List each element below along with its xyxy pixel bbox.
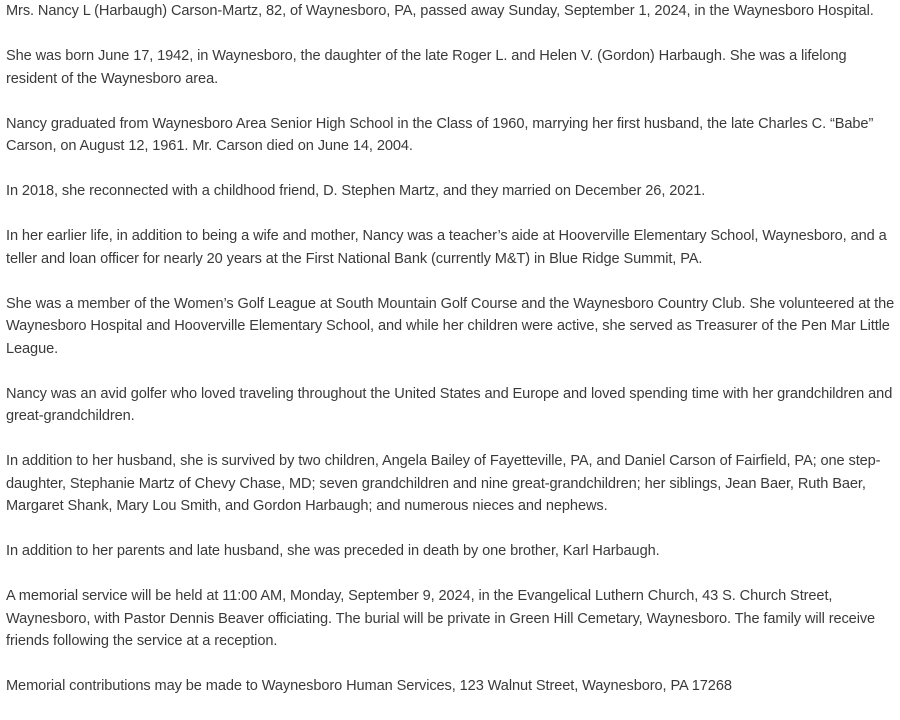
obituary-paragraph-service: A memorial service will be held at 11:00 AM, Monday, September 9, 2024, in the Evangelical Luthern Church, 43 S. Church Street, Waynesboro, with Pastor Dennis Beaver officiating. The burial will be private in Green Hill Cemetary, Waynesboro. The family will receive friends following the service at a reception.: [6, 588, 876, 649]
obituary-paragraph-survivors: In addition to her husband, she is survived by two children, Angela Bailey of Fayetteville, PA, and Daniel Carson of Fairfield, PA; one step-daughter, Stephanie Martz of Chevy Chase, MD; seven grandchildren and nine great-grandchildren; her siblings, Jean Baer, Ruth Baer, Margaret Shank, Mary Lou Smith, and Gordon Harbaugh; and numerous nieces and nephews.: [6, 453, 881, 514]
obituary-paragraph-hobbies: Nancy was an avid golfer who loved traveling throughout the United States and Europe and loved spending time with her grandchildren and great-grandchildren.: [6, 385, 893, 424]
obituary-paragraph-birth: She was born June 17, 1942, in Waynesboro, the daughter of the late Roger L. and Helen V. (Gordon) Harbaugh. She was a lifelong resident of the Waynesboro area.: [6, 48, 847, 87]
obituary-paragraph-first-marriage: Nancy graduated from Waynesboro Area Senior High School in the Class of 1960, marrying her first husband, the late Charles C. “Babe” Carson, on August 12, 1961. Mr. Carson died on June 14, 2004.: [6, 115, 874, 154]
obituary-article: [6, 0, 898, 720]
obituary-paragraph-memberships: She was a member of the Women’s Golf League at South Mountain Golf Course and the Waynesboro Country Club. She volunteered at the Waynesboro Hospital and Hooverville Elementary School, and while her children were active, she served as Treasurer of the Pen Mar Little League.: [6, 295, 895, 357]
obituary-paragraph-contributions: Memorial contributions may be made to Waynesboro Human Services, 123 Walnut Street, Waynesboro, PA 17268: [6, 678, 732, 694]
obituary-paragraph-death-notice: Mrs. Nancy L (Harbaugh) Carson-Martz, 82, of Waynesboro, PA, passed away Sunday, September 1, 2024, in the Waynesboro Hospital.: [6, 3, 874, 19]
obituary-paragraph-career: In her earlier life, in addition to being a wife and mother, Nancy was a teacher’s aide at Hooverville Elementary School, Waynesboro, and a teller and loan officer for nearly 20 years at the First National Bank (currently M&T) in Blue Ridge Summit, PA.: [6, 228, 887, 267]
obituary-paragraph-second-marriage: In 2018, she reconnected with a childhood friend, D. Stephen Martz, and they married on December 26, 2021.: [6, 183, 706, 199]
obituary-paragraph-preceded: In addition to her parents and late husband, she was preceded in death by one brother, Karl Harbaugh.: [6, 543, 660, 559]
